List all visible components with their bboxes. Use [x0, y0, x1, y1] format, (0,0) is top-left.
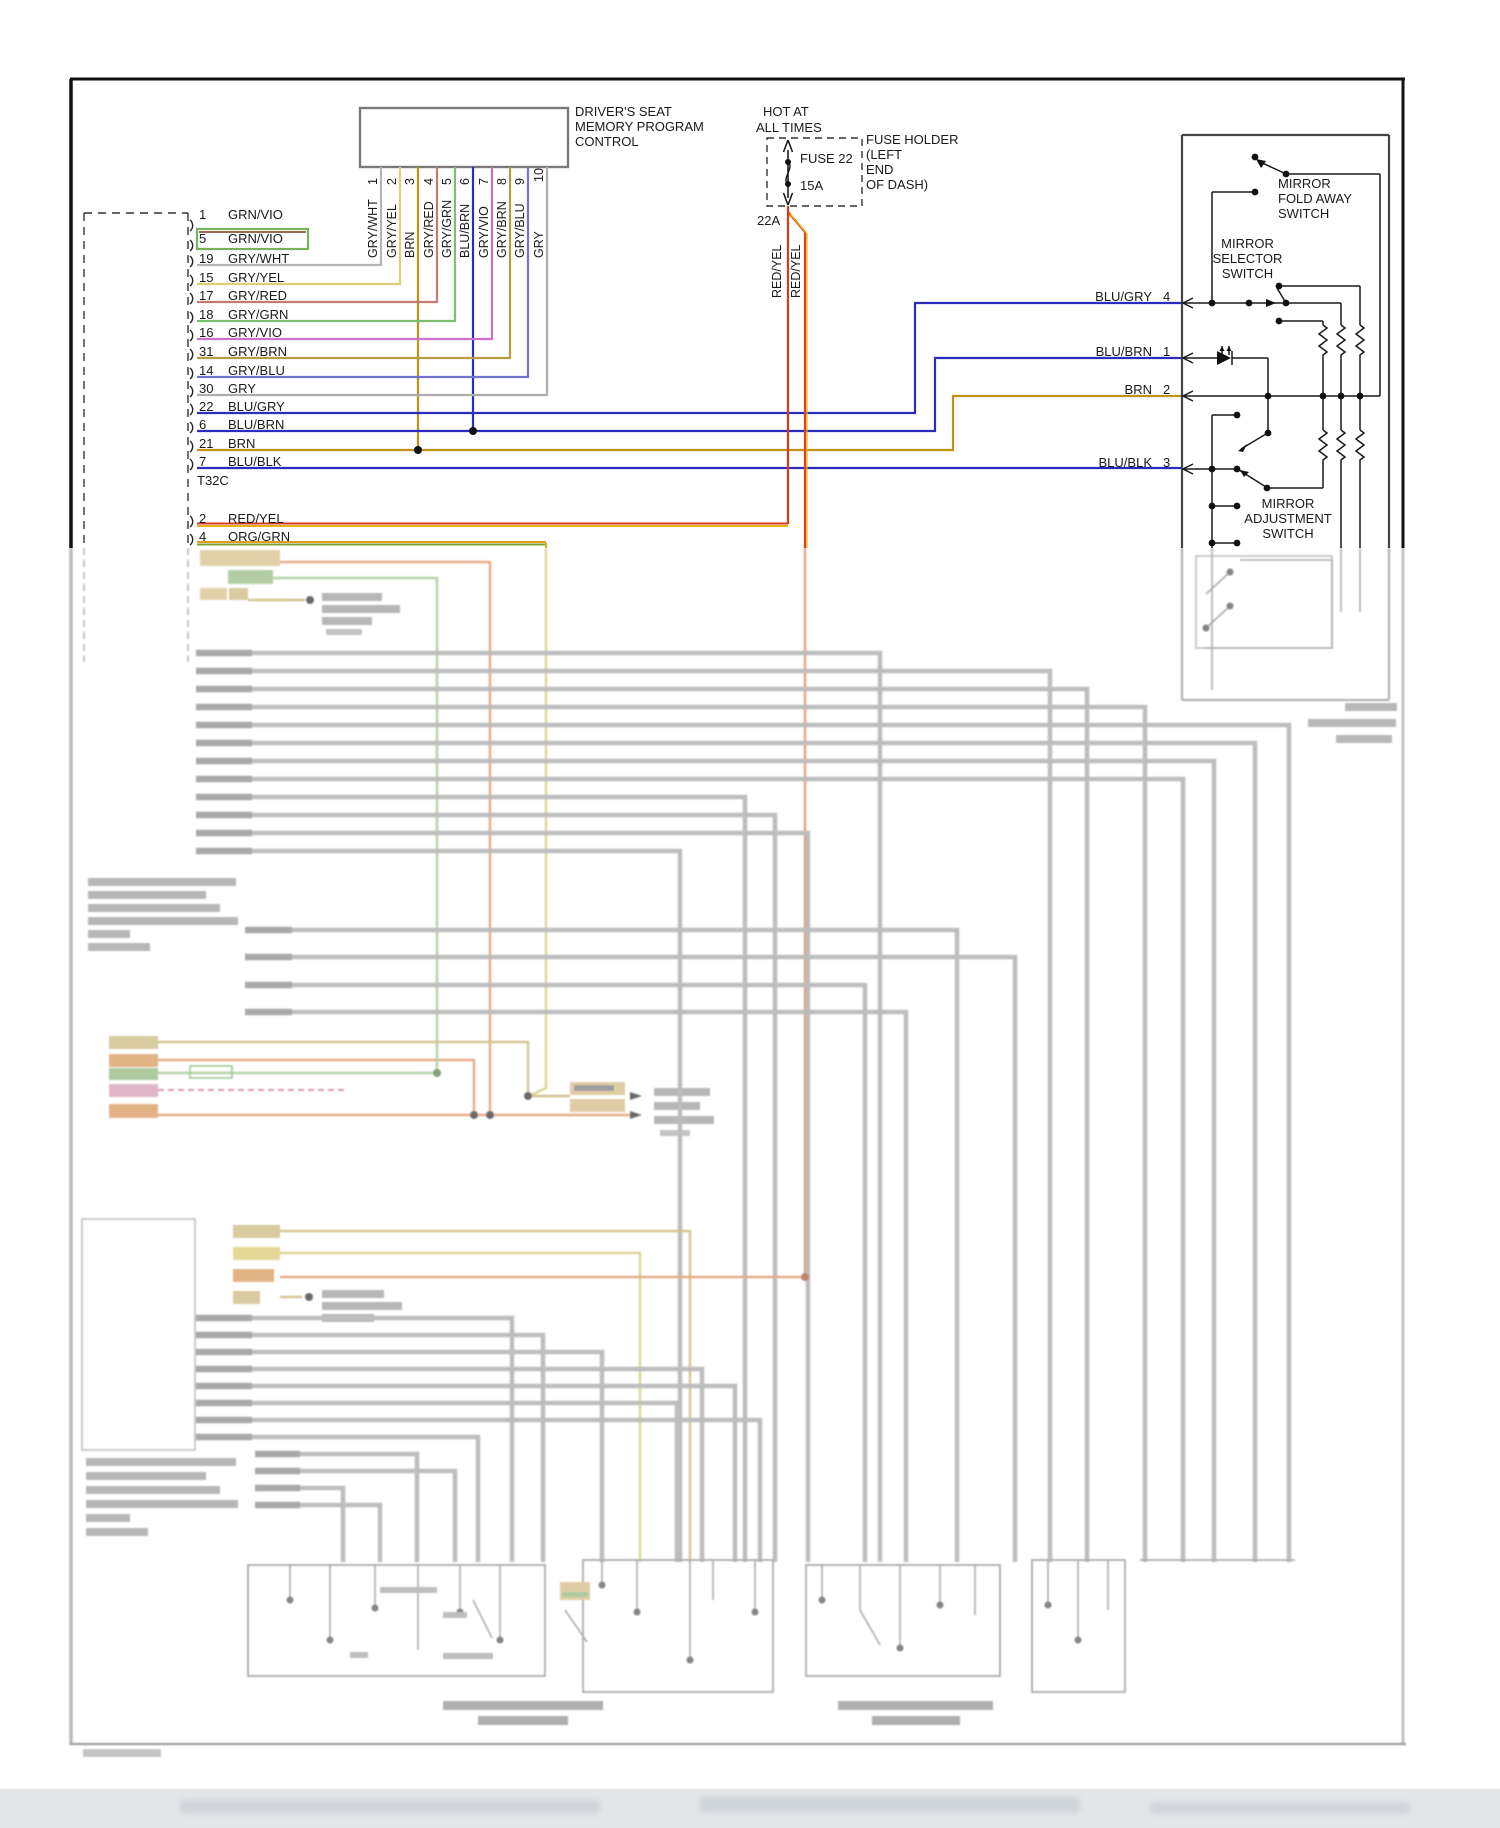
junction-dot — [801, 1273, 809, 1281]
faded-text-bar — [654, 1102, 700, 1110]
fold-away-line1: MIRROR — [1278, 176, 1331, 191]
faded-switch-outline — [1196, 556, 1332, 648]
fuse-holder-line2: (LEFT — [866, 147, 903, 162]
connector-pin-color: BRN — [228, 436, 256, 451]
fuse-holder-line3: END — [866, 162, 894, 177]
faded-pin-box — [109, 1054, 158, 1067]
faded-text-bar — [326, 629, 362, 635]
control-pin-number: 4 — [422, 178, 436, 185]
faded-pin-box — [233, 1247, 280, 1260]
mirror-box-internals — [290, 1560, 1108, 1660]
gray-wire-bundle-upper — [196, 653, 1289, 1562]
faded-pin-box — [200, 550, 280, 566]
control-pin-color: GRY/VIO — [477, 206, 491, 258]
resistor-icon — [1356, 430, 1364, 548]
connector-pin-number: 22 — [199, 399, 214, 414]
led-arrowhead-icon — [1227, 346, 1232, 351]
faded-text-bar — [322, 605, 400, 613]
connector-pin-color: GRY/BLU — [228, 363, 285, 378]
faded-text-bar — [86, 1486, 220, 1494]
faded-text-bar — [443, 1653, 493, 1659]
control-pin-color: GRY/WHT — [366, 199, 380, 258]
feed-wire-label: RED/YEL — [770, 244, 784, 298]
control-pin-number: 7 — [477, 178, 491, 185]
faded-text-bar — [322, 593, 382, 601]
fuse-circuit-id: 22A — [757, 213, 781, 228]
faded-diagram-section — [70, 548, 1406, 1757]
resistor-icon — [1319, 430, 1327, 488]
fuse-box-dashed — [767, 138, 862, 206]
feed-wire-label: RED/YEL — [789, 244, 803, 298]
resistor-icon — [1337, 325, 1345, 363]
connector-pin-number: 4 — [199, 529, 207, 544]
faded-wire-khaki — [158, 1042, 528, 1096]
faded-text-bar — [443, 1612, 467, 1618]
entry-wire-color: BLU/GRY — [1095, 289, 1152, 304]
faded-pin-box — [233, 1269, 274, 1282]
control-pin-number: 9 — [513, 178, 527, 185]
fuse-name: FUSE 22 — [800, 151, 853, 166]
fuse-holder-label — [866, 132, 958, 192]
control-pin-color: GRY/RED — [422, 201, 436, 258]
mirror-box-contact-dots — [287, 1582, 1082, 1664]
adjustment-line1: MIRROR — [1261, 496, 1315, 511]
entry-pin-number: 2 — [1163, 382, 1171, 397]
faded-text-bar — [322, 1302, 402, 1310]
faded-text-bar — [86, 1528, 148, 1536]
selector-line3: SWITCH — [1221, 266, 1274, 281]
connector-pin-number: 2 — [199, 511, 207, 526]
junction-dot — [469, 427, 477, 435]
gray-wire-bundle-lower — [196, 1318, 760, 1562]
control-pin-color: BRN — [403, 231, 417, 258]
junction-dot — [1203, 625, 1210, 632]
selector-line2: SELECTOR — [1212, 251, 1283, 266]
control-pin-color: GRY — [532, 231, 546, 258]
connector-pin-number: 16 — [199, 325, 214, 340]
connector-pin-color: RED/YEL — [228, 511, 284, 526]
connector-pin-number: 30 — [199, 381, 214, 396]
bottom-band-smudge — [700, 1797, 1080, 1813]
connector-dashed-box — [84, 213, 188, 548]
connector-id: T32C — [197, 473, 229, 488]
fuse-hot-label-line2: ALL TIMES — [756, 120, 822, 135]
connector-pin-number: 14 — [199, 363, 214, 378]
control-pin-number: 2 — [385, 178, 399, 185]
fold-away-switch-label — [1278, 176, 1352, 221]
control-pin-number: 5 — [440, 178, 454, 185]
connector-pin-color: GRY — [228, 381, 256, 396]
wire-brn-run — [197, 396, 1182, 450]
connector-pin-number: 18 — [199, 307, 214, 322]
control-module-label-line3: CONTROL — [575, 134, 639, 149]
connector-pin-hooks — [190, 220, 193, 545]
junction-dot — [306, 596, 314, 604]
junction-dot — [486, 1111, 494, 1119]
faded-text-bar — [1345, 703, 1397, 711]
connector-pin-number: 6 — [199, 417, 207, 432]
fuse-holder-line1: FUSE HOLDER — [866, 132, 959, 147]
fold-away-line3: SWITCH — [1278, 206, 1330, 221]
connector-pin-color: ORG/GRN — [228, 529, 291, 544]
junction-dot — [414, 446, 422, 454]
connector-pin-number: 15 — [199, 270, 214, 285]
control-pin-color: GRY/BLU — [513, 203, 527, 258]
faded-box-label-bar — [478, 1716, 568, 1725]
faded-text-bar — [88, 917, 238, 925]
junction-dot — [1227, 603, 1234, 610]
connector-pin-color: BLU/BRN — [228, 417, 285, 432]
bottom-band-smudge — [1150, 1802, 1410, 1814]
faded-component-bar — [562, 1592, 588, 1597]
junction-dot — [305, 1293, 313, 1301]
bottom-gray-band — [0, 1789, 1500, 1828]
faded-box-label-bar — [872, 1716, 960, 1725]
control-module-label-line2: MEMORY PROGRAM — [575, 119, 704, 134]
faded-text-bar — [660, 1130, 690, 1136]
faded-text-bar — [574, 1085, 614, 1091]
faded-text-bar — [322, 1290, 384, 1298]
connector-pin-color: BLU/GRY — [228, 399, 285, 414]
connector-pin-color: GRY/YEL — [228, 270, 285, 285]
faded-splice-box — [570, 1099, 625, 1112]
control-pin-number: 10 — [532, 168, 546, 182]
resistor-icon — [1356, 325, 1364, 363]
control-module-label — [575, 104, 704, 149]
splice-arrow-icon — [630, 1092, 642, 1100]
gray-wire-stubs-lower — [196, 1318, 300, 1505]
faded-switch-arms — [1206, 560, 1332, 648]
connector-pin-number: 5 — [199, 231, 207, 246]
faded-pin-box — [109, 1084, 158, 1097]
resistor-leads-bottom — [1323, 363, 1360, 396]
arm-arrowhead-icon — [1238, 444, 1247, 452]
control-pin-number: 8 — [495, 178, 509, 185]
faded-text-bar — [350, 1652, 368, 1658]
faded-text-bar — [86, 1472, 206, 1480]
connector-pin-color: BLU/BLK — [228, 454, 282, 469]
control-pin-number: 6 — [458, 178, 472, 185]
connector-pin-color: GRY/VIO — [228, 325, 282, 340]
control-module-box — [360, 108, 568, 167]
connector-pin-color: GRY/GRN — [228, 307, 289, 322]
door-mirror-boxes — [248, 1560, 1295, 1692]
fuse-symbol — [767, 138, 862, 206]
faded-wire-orange — [158, 1060, 474, 1115]
mirror-assembly-box-faded — [1182, 548, 1389, 700]
faded-component-box — [560, 1582, 590, 1600]
fold-away-line2: FOLD AWAY — [1278, 191, 1352, 206]
faded-text-bar — [88, 904, 220, 912]
entry-pin-number: 1 — [1163, 344, 1171, 359]
led-arrowhead-icon — [1220, 346, 1225, 351]
control-pin-number: 3 — [403, 178, 417, 185]
flow-arrowhead-icon — [1266, 299, 1276, 307]
faded-text-bar — [380, 1587, 437, 1593]
control-pin-color: GRY/BRN — [495, 201, 509, 258]
connector-pin-number: 1 — [199, 207, 207, 222]
control-module-label-line1: DRIVER'S SEAT — [575, 104, 672, 119]
entry-pin-number: 4 — [1163, 289, 1171, 304]
bottom-band-smudge — [180, 1800, 600, 1814]
faded-text-bar — [86, 1500, 238, 1508]
fuse-hot-label-line1: HOT AT — [763, 104, 809, 119]
splice-arrow-icon — [630, 1111, 642, 1119]
control-pin-color: BLU/BRN — [458, 203, 472, 258]
connector-pin-number: 31 — [199, 344, 214, 359]
faded-pin-box — [233, 1291, 260, 1304]
entry-wire-color: BRN — [1124, 382, 1152, 397]
faded-text-bar — [1336, 735, 1392, 743]
entry-wire-color: BLU/BLK — [1098, 455, 1152, 470]
resistor-icon — [1319, 325, 1327, 363]
adjustment-switch-label — [1233, 496, 1343, 541]
faded-box-label-bar — [838, 1701, 993, 1710]
connector-pin-color: GRN/VIO — [228, 207, 283, 222]
junction-dot — [433, 1069, 441, 1077]
faded-pin-box — [109, 1036, 158, 1049]
faded-text-bar — [88, 878, 236, 886]
faded-pin-box — [233, 1225, 280, 1238]
faded-pin-box — [229, 588, 248, 600]
faded-text-bar — [88, 943, 150, 951]
resistor-leads-top — [1323, 396, 1360, 430]
faded-pin-box — [228, 570, 273, 584]
control-pin-number: 1 — [366, 178, 380, 185]
connector-pin-color: GRY/RED — [228, 288, 287, 303]
junction-dot — [524, 1092, 532, 1100]
connector-pin-number: 19 — [199, 251, 214, 266]
fuse-holder-line4: OF DASH) — [866, 177, 929, 192]
selector-switch-label — [1200, 236, 1295, 281]
adjustment-line3: SWITCH — [1262, 526, 1314, 541]
faded-text-bar — [322, 617, 372, 625]
adjustment-line2: ADJUSTMENT — [1244, 511, 1332, 526]
junction-dot — [1227, 569, 1234, 576]
entry-wire-color: BLU/BRN — [1095, 344, 1152, 359]
module-wires — [197, 167, 1182, 468]
control-pin-color: GRY/GRN — [440, 199, 454, 258]
junction-dot — [470, 1111, 478, 1119]
connector-pin-number: 17 — [199, 288, 214, 303]
faded-wire-yellow — [280, 1253, 640, 1562]
faded-pin-box — [109, 1068, 158, 1080]
control-pin-color: GRY/YEL — [385, 204, 399, 258]
connector-pin-number: 21 — [199, 436, 214, 451]
faded-text-bar — [88, 891, 206, 899]
selector-line1: MIRROR — [1221, 236, 1274, 251]
faded-text-bar — [88, 930, 130, 938]
connector-pin-number: 7 — [199, 454, 207, 469]
resistor-leads-top — [1323, 286, 1360, 325]
connector-dashed-box-faded — [84, 548, 188, 662]
faded-wire-orange — [280, 562, 490, 1115]
faded-text-bar — [654, 1116, 714, 1124]
faded-pin-box — [200, 588, 227, 600]
connector-pin-color: GRY/BRN — [228, 344, 287, 359]
faded-text-bar — [86, 1514, 130, 1522]
entry-pin-number: 3 — [1163, 455, 1171, 470]
faded-text-bar — [86, 1458, 236, 1466]
connector-pin-color: GRY/WHT — [228, 251, 290, 266]
faded-module-box — [82, 1219, 195, 1450]
faded-pin-box — [109, 1104, 158, 1118]
footer-tiny-text-bar — [83, 1749, 161, 1757]
faded-text-bar — [1308, 719, 1396, 727]
faded-box-label-bar — [443, 1701, 603, 1710]
fuse-rating: 15A — [800, 178, 824, 193]
connector-pin-color: GRN/VIO — [228, 231, 283, 246]
mirror-assembly-wires-faded — [1212, 548, 1360, 690]
